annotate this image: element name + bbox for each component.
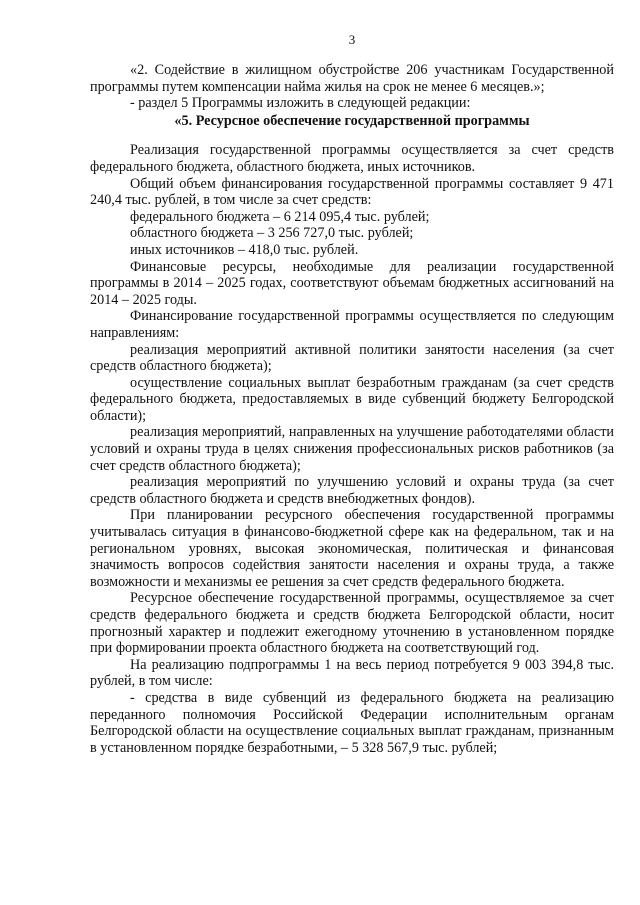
paragraph-direction-social-payments: осуществление социальных выплат безработным гражданам (за счет средств федерального бюджета, предоставляемых в виде субвенций бюджету Белгородской области); [90,374,614,424]
paragraph-regional-budget: областного бюджета – 3 256 727,0 тыс. рублей; [130,225,414,242]
paragraph-resource-support: Ресурсное обеспечение государственной программы, осуществляемое за счет средств федерального бюджета и средств бюджета Белгородской области, носит прогнозный характер и подлежит ежегодному уточнению в установленном порядке при формировании проекта областного бюджета на соответствующий год. [90,590,614,657]
paragraph-directions-intro: Финансирование государственной программы осуществляется по следующим направлениям: [90,308,614,341]
paragraph-direction-labor-protection: реализация мероприятий по улучшению условий и охраны труда (за счет средств областного бюджета и средств внебюджетных фондов). [90,474,614,507]
paragraph-section-instruction: - раздел 5 Программы изложить в следующей редакции: [130,95,471,112]
paragraph-other-sources: иных источников – 418,0 тыс. рублей. [130,241,359,258]
paragraph-subprogram-1: На реализацию подпрограммы 1 на весь период потребуется 9 003 394,8 тыс. рублей, в том числе: [90,656,614,690]
paragraph-financial-resources: Финансовые ресурсы, необходимые для реализации государственной программы в 2014 – 2025 годах, соответствуют объемам бюджетных ассигнований на 2014 – 2025 годы. [90,258,614,308]
paragraph-planning: При планировании ресурсного обеспечения государственной программы учитывалась ситуация в финансово-бюджетной сфере как на федеральном, так и на региональном уровнях, высокая экономическая, политическая и финансовая значимость вопросов содействия занятости населения и охраны труда, а также возможности и механизмы ее решения за счет средств федерального бюджета. [90,507,614,590]
section-heading: «5. Ресурсное обеспечение государственной программы [174,112,530,129]
paragraph-item-2: «2. Содействие в жилищном обустройстве 206 участникам Государственной программы путем компенсации найма жилья на срок не менее 6 месяцев.»; [90,62,614,95]
paragraph-direction-employers: реализация мероприятий, направленных на улучшение работодателями области условий и охраны труда в целях снижения профессиональных рисков работников (за счет средств областного бюджета); [90,424,614,474]
paragraph-direction-employment: реализация мероприятий активной политики занятости населения (за счет средств областного бюджета); [90,341,614,375]
paragraph-subventions: - средства в виде субвенций из федерального бюджета на реализацию переданного полномочия Российской Федерации исполнительным органам Белгородской области на осуществление социальных выплат гражданам, признанным в установленном порядке безработными, – 5 328 567,9 тыс. рублей; [90,689,614,756]
paragraph-funding-sources: Реализация государственной программы осуществляется за счет средств федерального бюджета, областного бюджета, иных источников. [90,142,614,175]
paragraph-total-volume: Общий объем финансирования государственной программы составляет 9 471 240,4 тыс. рублей, в том числе за счет средств: [90,175,614,209]
paragraph-federal-budget: федерального бюджета – 6 214 095,4 тыс. рублей; [130,208,430,225]
page-number: 3 [348,32,356,47]
